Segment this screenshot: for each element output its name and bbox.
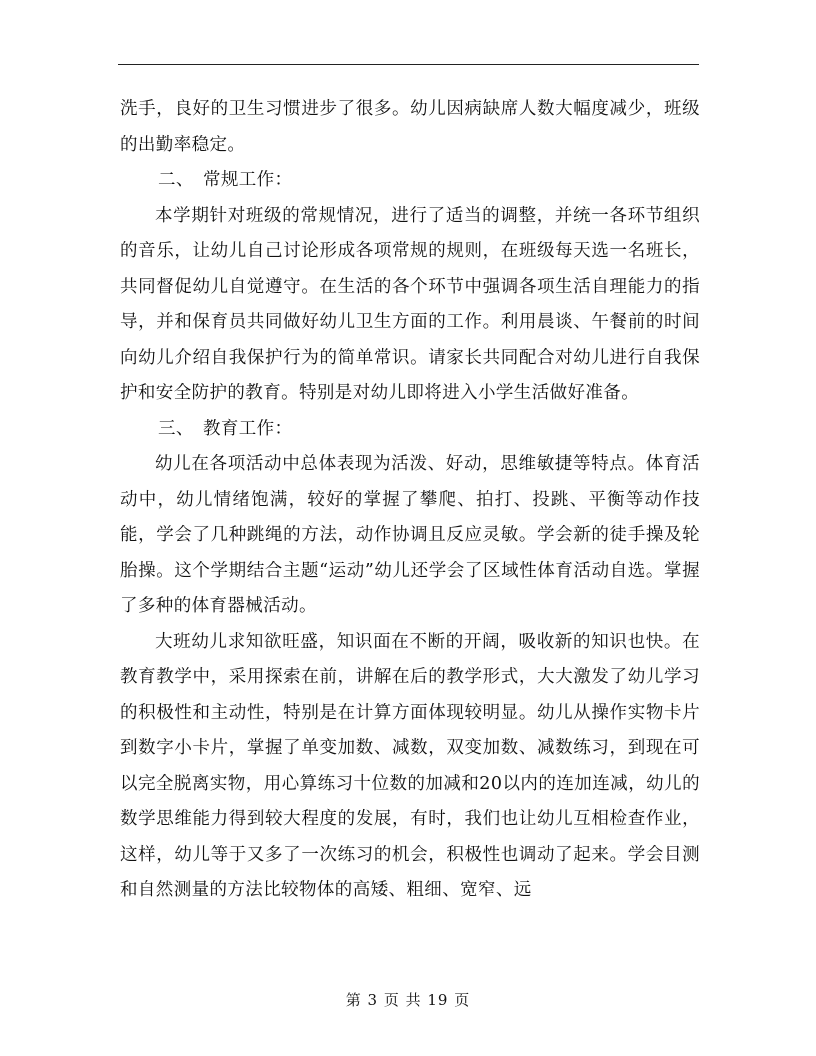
section-heading-education: 三、 教育工作：: [158, 418, 293, 439]
section-heading-routine: 二、 常规工作：: [158, 170, 293, 190]
paragraph-routine-work: 本学期针对班级的常规情况，进行了适当的调整，并统一各环节组织的音乐，让幼儿自己讨论形成各项常规的规则，在班级每天选一名班长，共同督促幼儿自觉遵守。在生活的各个环节中强调各项生活自理能力的指导，并和保育员共同做好幼儿卫生方面的工作。利用晨谈、午餐前的时间向幼儿介绍自我保护行为的简单常识。请家长共同配合对幼儿进行自我保护和安全防护的教育。特别是对幼儿即将进入小学生活做好准备。: [120, 205, 700, 403]
document-body: [120, 92, 700, 909]
page-footer: 第 3 页 共 19 页: [345, 991, 471, 1009]
paragraph-sports-activities: 幼儿在各项活动中总体表现为活泼、好动，思维敏捷等特点。体育活动中，幼儿情绪饱满，较好的掌握了攀爬、拍打、投跳、平衡等动作技能，学会了几种跳绳的方法，动作协调且反应灵敏。学会新的徒手操及轮胎操。这个学期结合主题“运动”幼儿还学会了区域性体育活动自选。掌握了多种的体育器械活动。: [120, 454, 700, 616]
paragraph-knowledge-learning: 大班幼儿求知欲旺盛，知识面在不断的开阔，吸收新的知识也快。在教育教学中，采用探索在前，讲解在后的教学形式，大大激发了幼儿学习的积极性和主动性，特别是在计算方面体现较明显。幼儿从操作实物卡片到数字小卡片，掌握了单变加数、减数，双变加数、减数练习，到现在可以完全脱离实物，用心算练习十位数的加减和20以内的连加连减，幼儿的数学思维能力得到较大程度的发展，有时，我们也让幼儿互相检查作业，这样，幼儿等于又多了一次练习的机会，积极性也调动了起来。学会目测和自然测量的方法比较物体的高矮、粗细、宽窄、远: [120, 631, 700, 900]
paragraph-hygiene-continued: 洗手，良好的卫生习惯进步了很多。幼儿因病缺席人数大幅度减少，班级的出勤率稳定。: [120, 99, 700, 155]
header-rule: [118, 64, 699, 65]
